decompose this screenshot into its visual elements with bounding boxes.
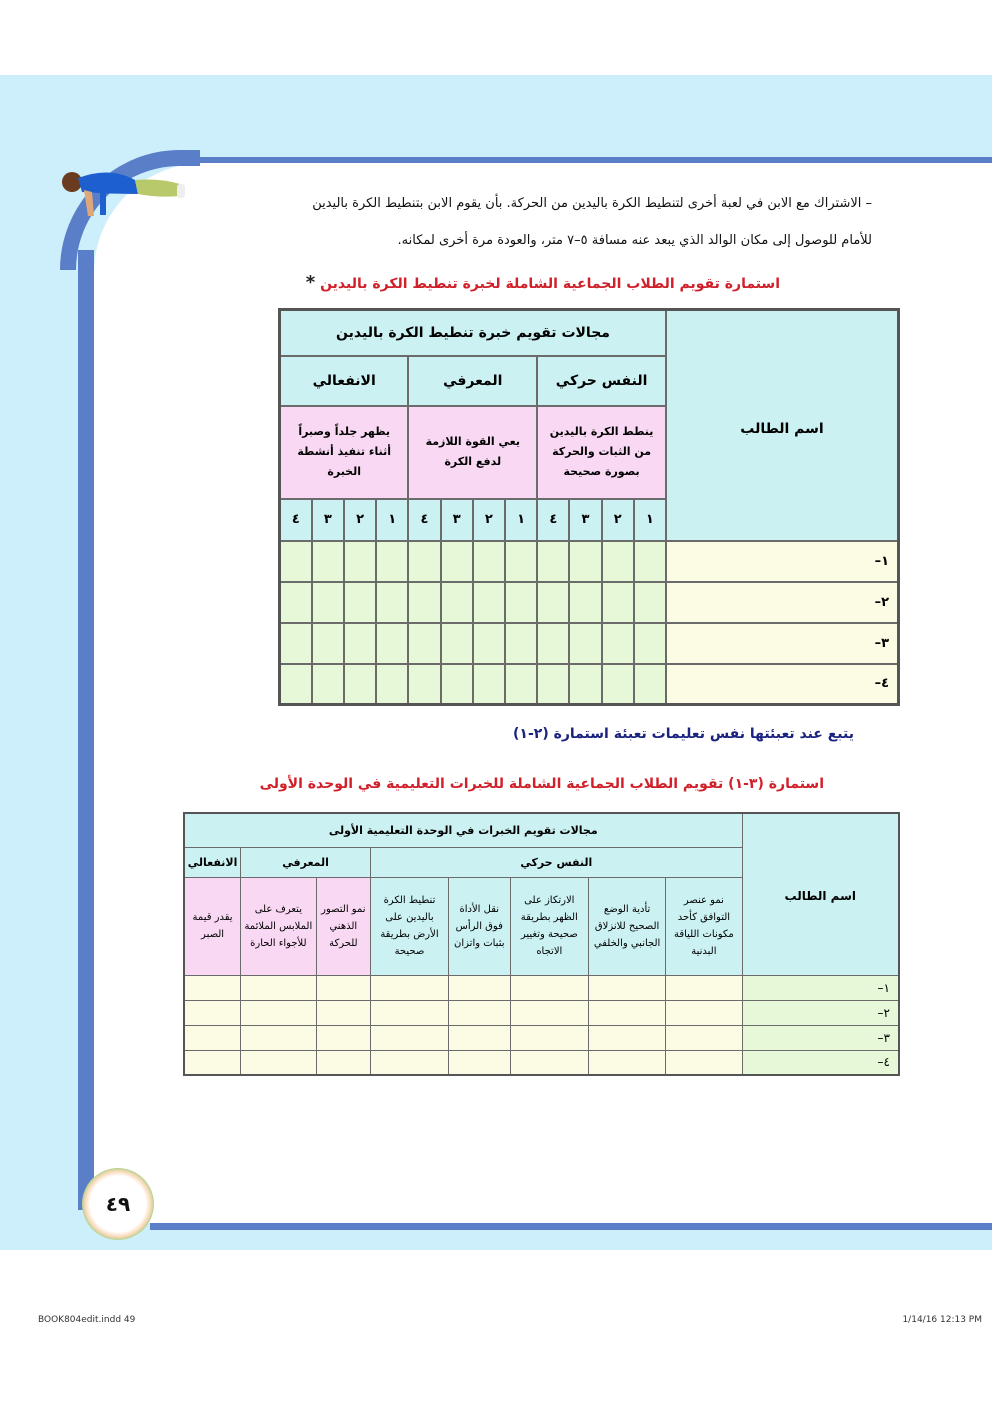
scale-value: ٢: [473, 499, 505, 541]
score-cell[interactable]: [408, 541, 440, 582]
score-cell[interactable]: [241, 975, 316, 1000]
score-cell[interactable]: [448, 1000, 510, 1025]
form2-name-header: اسم الطالب: [742, 813, 899, 975]
score-cell[interactable]: [666, 1000, 742, 1025]
scale-value: ٤: [408, 499, 440, 541]
score-cell[interactable]: [408, 582, 440, 623]
score-cell[interactable]: [634, 541, 666, 582]
score-cell[interactable]: [588, 1025, 665, 1050]
score-cell[interactable]: [316, 1025, 371, 1050]
score-cell[interactable]: [537, 582, 569, 623]
score-cell[interactable]: [537, 664, 569, 705]
form1-criterion-1: ينطط الكرة باليدين من الثبات والحركة بصورة صحيحة: [537, 406, 666, 499]
form2-domains-header: مجالات تقويم الخبرات في الوحدة التعليمية الأولى: [184, 813, 742, 847]
score-cell[interactable]: [505, 623, 537, 664]
table-row: [184, 1025, 899, 1050]
table-row: [280, 623, 899, 664]
score-cell[interactable]: [473, 664, 505, 705]
intro-line-1: – الاشتراك مع الابن في لعبة أخرى لتنطيط الكرة باليدين من الحركة. بأن يقوم الابن بتنطيط الكرة باليدين: [312, 196, 872, 211]
score-cell[interactable]: [371, 975, 449, 1000]
score-cell[interactable]: [602, 541, 634, 582]
score-cell[interactable]: [588, 1000, 665, 1025]
scale-value: ٤: [280, 499, 312, 541]
score-cell[interactable]: [371, 1025, 449, 1050]
form2-criterion-4: نقل الأداة فوق الرأس بثبات واتزان: [448, 877, 510, 975]
score-cell[interactable]: [569, 582, 601, 623]
score-cell[interactable]: [184, 1025, 241, 1050]
row-number: ٣–: [666, 623, 899, 664]
score-cell[interactable]: [376, 623, 408, 664]
score-cell[interactable]: [241, 1025, 316, 1050]
score-cell[interactable]: [280, 623, 312, 664]
score-cell[interactable]: [448, 1025, 510, 1050]
score-cell[interactable]: [666, 1025, 742, 1050]
score-cell[interactable]: [473, 541, 505, 582]
score-cell[interactable]: [510, 975, 588, 1000]
page-number-badge: [82, 1168, 154, 1240]
score-cell[interactable]: [666, 1050, 742, 1075]
page-number: ٤٩: [105, 1192, 131, 1216]
score-cell[interactable]: [505, 582, 537, 623]
score-cell[interactable]: [312, 623, 344, 664]
form2-domain-cognitive: المعرفي: [241, 847, 371, 877]
row-number: ١–: [666, 541, 899, 582]
score-cell[interactable]: [588, 1050, 665, 1075]
score-cell[interactable]: [371, 1050, 449, 1075]
scale-value: ١: [505, 499, 537, 541]
score-cell[interactable]: [441, 664, 473, 705]
score-cell[interactable]: [344, 623, 376, 664]
score-cell[interactable]: [312, 664, 344, 705]
score-cell[interactable]: [376, 541, 408, 582]
form1-criterion-2: يعي القوة اللازمة لدفع الكرة: [408, 406, 537, 499]
score-cell[interactable]: [666, 975, 742, 1000]
score-cell[interactable]: [510, 1000, 588, 1025]
form2-criterion-1: نمو عنصر التوافق كأحد مكونات اللياقة البدنية: [666, 877, 742, 975]
scale-value: ٣: [569, 499, 601, 541]
score-cell[interactable]: [510, 1025, 588, 1050]
form2-criterion-6: نمو التصور الذهني للحركة: [316, 877, 371, 975]
score-cell[interactable]: [376, 664, 408, 705]
form2-criterion-3: الارتكاز على الظهر بطريقة صحيحة وتغيير الاتجاه: [510, 877, 588, 975]
form1-domain-cognitive: المعرفي: [408, 356, 537, 406]
score-cell[interactable]: [634, 582, 666, 623]
score-cell[interactable]: [441, 541, 473, 582]
score-cell[interactable]: [184, 1000, 241, 1025]
intro-line-2: للأمام للوصول إلى مكان الوالد الذي يبعد عنه مسافة ٥–٧ متر، والعودة مرة أخرى لمكانه.: [397, 233, 872, 248]
scale-value: ٤: [537, 499, 569, 541]
scale-value: ١: [634, 499, 666, 541]
score-cell[interactable]: [316, 1050, 371, 1075]
score-cell[interactable]: [408, 664, 440, 705]
score-cell[interactable]: [634, 664, 666, 705]
score-cell[interactable]: [184, 975, 241, 1000]
score-cell[interactable]: [344, 664, 376, 705]
pushup-figure-illustration: [50, 160, 190, 230]
score-cell[interactable]: [448, 975, 510, 1000]
score-cell[interactable]: [280, 541, 312, 582]
score-cell[interactable]: [505, 664, 537, 705]
form1-title-text: استمارة تقويم الطلاب الجماعية الشاملة لخبرة تنطيط الكرة باليدين: [320, 276, 780, 292]
score-cell[interactable]: [376, 582, 408, 623]
table-row: [184, 975, 899, 1000]
score-cell[interactable]: [441, 623, 473, 664]
form2-domain-affective: الانفعالي: [184, 847, 241, 877]
row-number: ٢–: [742, 1000, 899, 1025]
scale-value: ٣: [312, 499, 344, 541]
score-cell[interactable]: [448, 1050, 510, 1075]
score-cell[interactable]: [602, 623, 634, 664]
footer-date-info: 1/14/16 12:13 PM: [902, 1315, 982, 1325]
table-row: [184, 1050, 899, 1075]
form2-criterion-7: يتعرف على الملابس الملائمة للأجواء الحارة: [241, 877, 316, 975]
form1-title: [306, 272, 780, 293]
score-cell[interactable]: [537, 623, 569, 664]
score-cell[interactable]: [441, 582, 473, 623]
score-cell[interactable]: [505, 541, 537, 582]
score-cell[interactable]: [602, 582, 634, 623]
score-cell[interactable]: [312, 541, 344, 582]
form1-domains-header: مجالات تقويم خبرة تنطيط الكرة باليدين: [280, 310, 667, 356]
row-number: ١–: [742, 975, 899, 1000]
score-cell[interactable]: [473, 623, 505, 664]
intro-paragraph: [252, 185, 872, 259]
form2-title: استمارة (٣-١) تقويم الطلاب الجماعية الشاملة للخبرات التعليمية في الوحدة الأولى: [259, 776, 824, 792]
scale-value: ٢: [602, 499, 634, 541]
form1-note: يتبع عند تعبئتها نفس تعليمات تعبئة استمارة (٢-١): [513, 726, 854, 742]
score-cell[interactable]: [569, 541, 601, 582]
form2-criterion-5: تنطيط الكرة باليدين على الأرض بطريقة صحيحة: [371, 877, 449, 975]
form2-domain-psychomotor: النفس حركي: [371, 847, 742, 877]
row-number: ٣–: [742, 1025, 899, 1050]
score-cell[interactable]: [634, 623, 666, 664]
scale-value: ١: [376, 499, 408, 541]
score-cell[interactable]: [602, 664, 634, 705]
score-cell[interactable]: [344, 582, 376, 623]
score-cell[interactable]: [280, 582, 312, 623]
form1-title-star: *: [305, 272, 316, 293]
left-border-line: [78, 250, 94, 1210]
score-cell[interactable]: [344, 541, 376, 582]
row-number: ٤–: [742, 1050, 899, 1075]
form1-table: [278, 308, 900, 706]
score-cell[interactable]: [241, 1050, 316, 1075]
form1-domain-affective: الانفعالي: [280, 356, 409, 406]
scale-value: ٣: [441, 499, 473, 541]
bottom-border-line: [150, 1223, 992, 1230]
form2-criterion-8: يقدر قيمة الصبر: [184, 877, 241, 975]
table-row: [184, 1000, 899, 1025]
score-cell[interactable]: [569, 623, 601, 664]
table-row: [280, 582, 899, 623]
score-cell[interactable]: [241, 1000, 316, 1025]
table-row: [280, 541, 899, 582]
score-cell[interactable]: [184, 1050, 241, 1075]
score-cell[interactable]: [510, 1050, 588, 1075]
scale-value: ٢: [344, 499, 376, 541]
score-cell[interactable]: [408, 623, 440, 664]
form1-criterion-3: يظهر جلداً وصبراً أثناء تنفيذ أنشطة الخبرة: [280, 406, 409, 499]
table-row: [280, 664, 899, 705]
score-cell[interactable]: [312, 582, 344, 623]
score-cell[interactable]: [316, 1000, 371, 1025]
score-cell[interactable]: [473, 582, 505, 623]
form2-criterion-2: تأدية الوضع الصحيح للانزلاق الجانبي والخلفي: [588, 877, 665, 975]
score-cell[interactable]: [280, 664, 312, 705]
score-cell[interactable]: [316, 975, 371, 1000]
footer-file-info: BOOK804edit.indd 49: [38, 1315, 136, 1325]
form1-domain-psychomotor: النفس حركي: [537, 356, 666, 406]
score-cell[interactable]: [371, 1000, 449, 1025]
row-number: ٢–: [666, 582, 899, 623]
score-cell[interactable]: [569, 664, 601, 705]
score-cell[interactable]: [537, 541, 569, 582]
form2-table: [183, 812, 900, 1076]
row-number: ٤–: [666, 664, 899, 705]
form1-name-header: اسم الطالب: [666, 310, 899, 541]
score-cell[interactable]: [588, 975, 665, 1000]
